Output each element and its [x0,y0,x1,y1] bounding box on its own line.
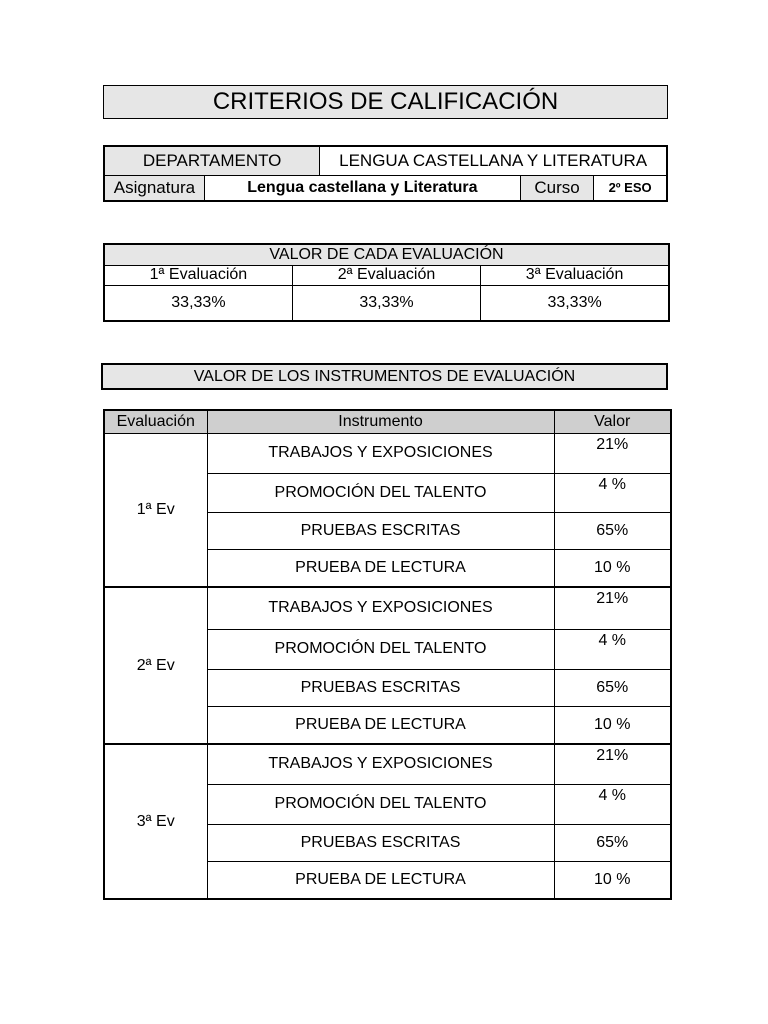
value-cell: 65% [554,824,671,861]
department-table [103,145,668,202]
group-label: 2ª Ev [104,587,207,744]
column-header-evaluation: Evaluación [104,410,207,433]
weights-column-1: 1ª Evaluación [104,265,292,285]
value-cell: 65% [554,669,671,706]
course-value: 2º ESO [594,175,667,201]
department-label: DEPARTAMENTO [104,146,320,175]
weights-value-3: 33,33% [481,285,669,321]
value-cell: 4 % [554,473,671,512]
group-label: 3ª Ev [104,744,207,899]
column-header-value: Valor [554,410,671,433]
instrument-cell: TRABAJOS Y EXPOSICIONES [207,587,554,629]
value-cell: 10 % [554,549,671,587]
weights-column-3: 3ª Evaluación [481,265,669,285]
value-cell: 10 % [554,861,671,899]
instrument-cell: PROMOCIÓN DEL TALENTO [207,784,554,824]
value-cell: 21% [554,587,671,629]
instrument-cell: PRUEBA DE LECTURA [207,861,554,899]
value-cell: 4 % [554,784,671,824]
instrument-cell: TRABAJOS Y EXPOSICIONES [207,744,554,784]
weights-column-2: 2ª Evaluación [292,265,480,285]
weights-heading: VALOR DE CADA EVALUACIÓN [104,244,669,265]
department-value: LENGUA CASTELLANA Y LITERATURA [320,146,667,175]
instrument-cell: PRUEBA DE LECTURA [207,549,554,587]
table-row [104,587,671,629]
instrument-cell: PRUEBA DE LECTURA [207,706,554,744]
instrument-cell: PRUEBAS ESCRITAS [207,669,554,706]
instrument-cell: PROMOCIÓN DEL TALENTO [207,473,554,512]
table-row [104,433,671,473]
value-cell: 4 % [554,629,671,669]
evaluation-weights-table [103,243,670,322]
subject-value: Lengua castellana y Literatura [204,175,520,201]
instrument-cell: PRUEBAS ESCRITAS [207,512,554,549]
column-header-instrument: Instrumento [207,410,554,433]
table-row [104,744,671,784]
value-cell: 21% [554,744,671,784]
page-title: CRITERIOS DE CALIFICACIÓN [103,85,668,119]
group-label: 1ª Ev [104,433,207,587]
weights-value-2: 33,33% [292,285,480,321]
weights-value-1: 33,33% [104,285,292,321]
instrument-cell: PROMOCIÓN DEL TALENTO [207,629,554,669]
instruments-table [103,409,672,900]
subject-label: Asignatura [104,175,204,201]
instrument-cell: TRABAJOS Y EXPOSICIONES [207,433,554,473]
course-label: Curso [520,175,593,201]
value-cell: 65% [554,512,671,549]
value-cell: 21% [554,433,671,473]
instrument-cell: PRUEBAS ESCRITAS [207,824,554,861]
instruments-heading: VALOR DE LOS INSTRUMENTOS DE EVALUACIÓN [101,363,668,390]
value-cell: 10 % [554,706,671,744]
